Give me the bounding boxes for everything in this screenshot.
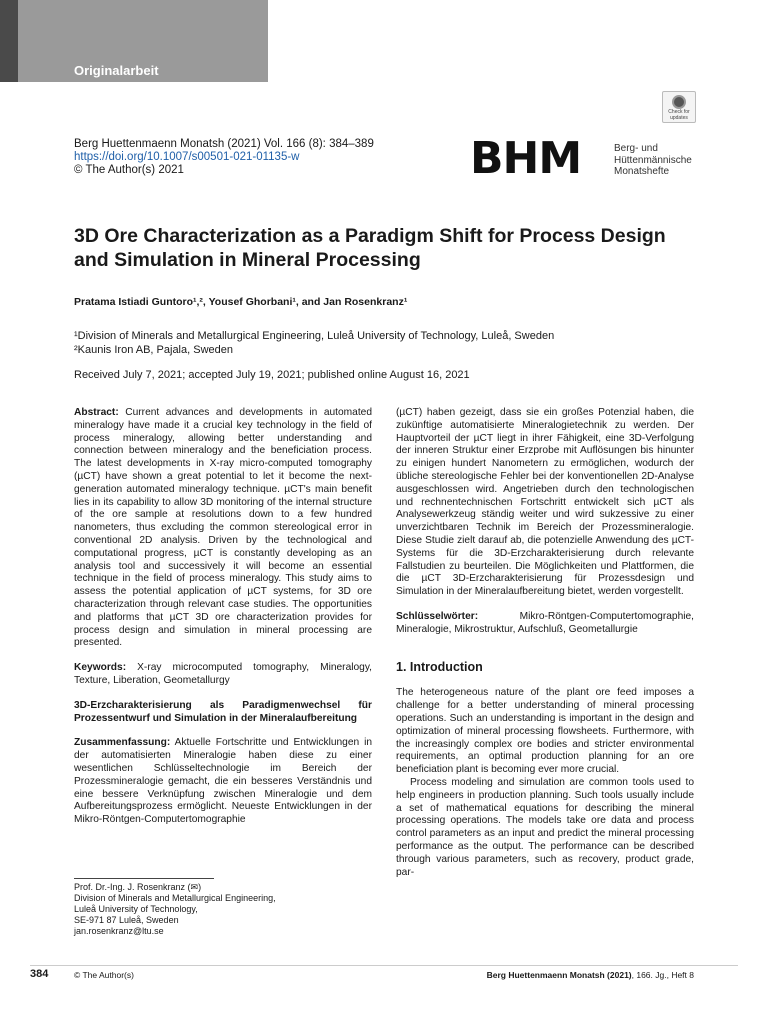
keywords-text: X-ray microcomputed tomography, Mineralogy, Texture, Liberation, Geometallurgy [74,662,372,686]
article-title: 3D Ore Characterization as a Paradigm Shift for Process Design and Simulation in Mineral Processing [74,225,666,271]
footer-journal [487,970,694,980]
left-column [74,407,372,827]
section-heading-introduction: 1. Introduction [396,659,483,674]
crossmark-icon [672,95,686,109]
page-number: 384 [30,968,49,980]
intro-paragraph: The heterogeneous nature of the plant ore feed imposes a challenge for a better understanding of mineral processing operations. Such an understanding is important in the design and optimization of mineral processing flowsheets. Furthermore, with the increasingly complex ore bodies and stricter environmental requirements, an optimal production planning for an ore beneficiation plant is becoming ever more crucial. [396,687,694,776]
summary-german [74,737,372,827]
affiliation: ¹Division of Minerals and Metallurgical Engineering, Luleå University of Technology, Luleå, Sweden [74,330,555,342]
intro-paragraph: Process modeling and simulation are common tools used to help engineers in production planning. Such tools usually include a set of mathematical equations for describing the mineral processing operations. The models take ore data and process control parameters as an input and predict the mineral processing performance as the output. The performance can be described through various parameters, such as recovery, product grade, par- [396,776,694,878]
journal-logo: BHM [470,133,582,184]
affiliation: ²Kaunis Iron AB, Pajala, Sweden [74,344,233,356]
footnote-line: SE-971 87 Luleå, Sweden [74,915,179,925]
corresponding-author-footnote [74,882,276,937]
keywords-label: Keywords: [74,662,127,674]
journal-logo-subtitle [614,143,692,178]
footnote-line: Prof. Dr.-Ing. J. Rosenkranz (✉) [74,882,202,892]
footer-issue: , 166. Jg., Heft 8 [631,970,694,980]
footer-journal-name: Berg Huettenmaenn Monatsh (2021) [486,970,632,980]
logo-subtitle-line: Berg- und [614,143,658,154]
abstract-text: Current advances and developments in automated mineralogy have made it a crucial key technology in the field of process mineralogy, allowing better understanding and connection between mineralogy and the beneficiation process. The latest developments in X-ray micro-computed tomography (µCT) have shown a great potential to let it become the next-generation automated mineralogy technique. µCT's main benefit lies in its capability to allow 3D monitoring of the internal structure of the ore sample at resolutions down to a few hundred nanometers, thus excluding the common stereological error in conventional 2D analysis. Driven by the technological and computational progress, µCT is constantly developing as an analysis tool and successively it will become an essential technique in the field of process mineralogy. This study aims to assess the potential application of µCT systems, for 3D ore characterization through relevant case studies. The opportunities and platforms that µCT 3D ore characterization provides for process design and simulation in mineral processing are presented. [74,407,372,649]
copyright-line: © The Author(s) 2021 [74,164,184,176]
author-list: Pratama Istiadi Guntoro¹,², Yousef Ghorbani¹, and Jan Rosenkranz¹ [74,296,408,308]
doi-link[interactable]: https://doi.org/10.1007/s00501-021-01135-w [74,151,300,163]
logo-subtitle-line: Hüttenmännische [614,154,692,166]
abstract [74,407,372,650]
footnote-line: Luleå University of Technology, [74,904,198,914]
right-column [396,407,694,879]
publication-dates: Received July 7, 2021; accepted July 19, 2021; published online August 16, 2021 [74,369,470,381]
abstract-label: Abstract: [74,407,119,418]
crossmark-badge[interactable] [662,91,696,123]
logo-subtitle-line: Monatshefte [614,166,670,177]
footnote-divider [74,878,214,879]
summary-label: Zusammenfassung: [74,737,171,749]
footer-copyright: © The Author(s) [74,970,134,980]
footnote-line: Division of Minerals and Metallurgical Engineering, [74,893,276,903]
summary-continued: (µCT) haben gezeigt, dass sie ein großes Potenzial haben, die zukünftige automatisierte Mineralogietechnik zu werden. Der Hauptvorteil der µCT liegt in ihrer Fähigkeit, eine 3D-Verfolgung der inneren Struktur einer Erzprobe mit Auflösungen bis hinunter zu einigen hundert Nanometern zu ermöglichen, wodurch der übliche stereologische Fehler bei der konventionellen 2D-Analyse ausgeschlossen wird. Angetrieben durch den technologischen und rechnentechnischen Fortschritt entwickelt sich µCT als Analysewerkzeug ständig weiter und wird sukzessive zu einer unverzichtbaren Technik im Bereich der Prozessmineralogie. Diese Studie zielt darauf ab, die potenzielle Anwendung des µCT-Systems für die 3D-Erzcharakterisierung durch relevante Fallstudien zu beurteilen. Die Möglichkeiten und Plattformen, die die µCT 3D-Erzcharakterisierung für Prozessdesign und Simulation in der Mineralaufbereitung bietet, werden vorgestellt. [396,407,694,598]
keywords [74,662,372,688]
journal-citation: Berg Huettenmaenn Monatsh (2021) Vol. 166 (8): 384–389 [74,138,374,150]
footer-divider [30,965,738,966]
keywords-german-text: Mikro-Röntgen-Computertomographie, Mineralogie, Mikrostruktur, Aufschluß, Geometallurgie [396,610,694,635]
keywords-german-label: Schlüsselwörter: [396,610,479,622]
article-category: Originalarbeit [74,63,159,78]
keywords-german [396,611,694,637]
header-accent-strip [0,0,18,82]
german-title: 3D-Erzcharakterisierung als Paradigmenwechsel für Prozessentwurf und Simulation in der Mineralaufbereitung [74,699,372,724]
footnote-email[interactable]: jan.rosenkranz@ltu.se [74,926,164,936]
crossmark-label: Check for updates [668,109,690,121]
summary-text: Aktuelle Fortschritte und Entwicklungen in der automatisierten Mineralogie haben diese zu einer wesentlichen Schlüsseltechnologie im Bereich der Prozessmineralogie gemacht, die ein besseres Verständnis und eine bessere Verknüpfung zwischen Mineralogie und dem Aufbereitungsprozess ermöglicht. Neueste Entwicklungen in der Mikro-Röntgen-Computertomographie [74,737,372,826]
